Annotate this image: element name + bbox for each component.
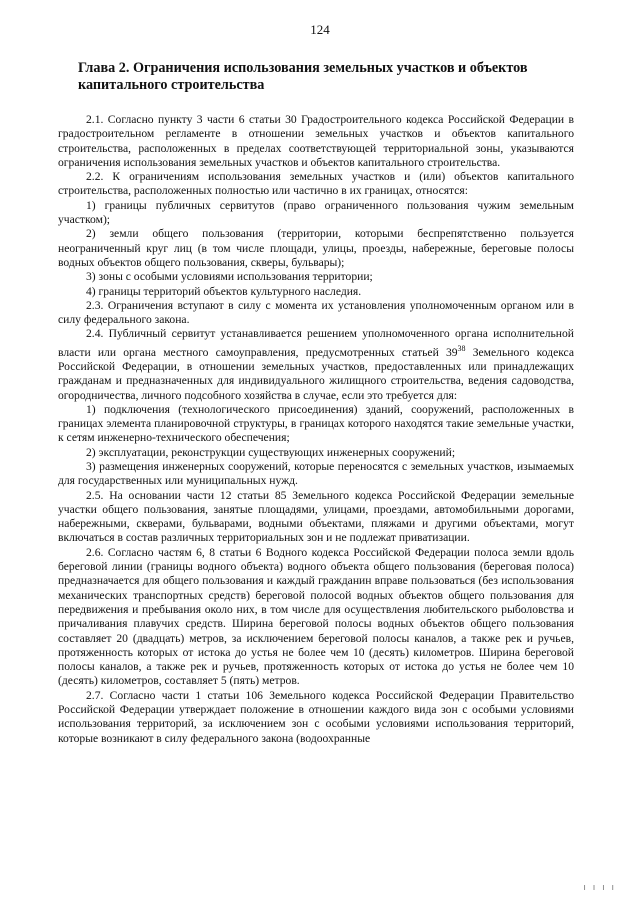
paragraph-2-3: 2.3. Ограничения вступают в силу с момента их установления уполномоченным органом или в силу федерального закона. <box>58 298 574 327</box>
paragraph-2-5: 2.5. На основании части 12 статьи 85 Земельного кодекса Российской Федерации земельные участки общего пользования, занятые площадями, улицами, проездами, автомобильными дорогами, набережными, скверами, бульварами, водными объектами, пляжами и другими объектами, могут включаться в состав различных территориальных зон и не подлежат приватизации. <box>58 488 574 545</box>
paragraph-2-7: 2.7. Согласно части 1 статьи 106 Земельного кодекса Российской Федерации Правительство Российской Федерации утверждает положение в отношении каждого вида зон с особыми условиями использования территорий, за исключением зон с особыми условиями использования территорий, которые возникают в силу федерального закона (водоохранные <box>58 688 574 745</box>
list-item: 1) подключения (технологического присоединения) зданий, сооружений, расположенных в границах элемента планировочной структуры, в границах которого находятся такие земельные участки, к сетям инженерно-технического обеспечения; <box>58 402 574 445</box>
scan-corner-marks: ı ı ı ı <box>583 883 616 893</box>
paragraph-2-4-cont: Земельного кодекса Российской Федерации, в отношении земельных участков, предоставленных или принадлежащих гражданам и предназначенных для индивидуального жилищного строительства, ведения садоводства, огородничества, личного подсобного хозяйства в случае, если это требуется для: <box>58 345 574 402</box>
list-item: 1) границы публичных сервитутов (право ограниченного пользования чужим земельным участком); <box>58 198 574 227</box>
list-item: 3) размещения инженерных сооружений, которые переносятся с земельных участков, изымаемых для государственных или муниципальных нужд. <box>58 459 574 488</box>
page-number: 124 <box>310 22 330 37</box>
chapter-title: Глава 2. Ограничения использования земельных участков и объектов капитального строительства <box>78 60 528 93</box>
list-item: 4) границы территорий объектов культурного наследия. <box>86 284 362 298</box>
paragraph-2-4 <box>58 327 574 402</box>
paragraph-2-2: 2.2. К ограничениям использования земельных участков и (или) объектов капитального строительства, расположенных полностью или частично в их границах, относятся: <box>58 170 574 198</box>
paragraph-2-1: 2.1. Согласно пункту 3 части 6 статьи 30 Градостроительного кодекса Российской Федерации в градостроительном регламенте в отношении земельных участков и объектов капитального строительства, расположенных в пределах соответствующей территориальной зоны, указываются ограничения использования земельных участков и объектов капитального строительства. <box>58 113 574 169</box>
paragraph-2-6: 2.6. Согласно частям 6, 8 статьи 6 Водного кодекса Российской Федерации полоса земли вдоль береговой линии (границы водного объекта) водного объекта общего пользования (береговая полоса) предназначается для общего пользования и каждый гражданин вправе пользоваться (без использования механических транспортных средств) береговой полосой водных объектов общего пользования для передвижения и пребывания около них, в том числе для осуществления любительского рыболовства и причаливания плавучих средств. Ширина береговой полосы водных объектов общего пользования составляет 20 (двадцать) метров, за исключением береговой полосы каналов, а также рек и ручьев, протяженность которых от истока до устья не более чем 10 (десять) километров. Ширина береговой полосы каналов, а также рек и ручьев, протяженность которых от истока до устья не более чем 10 (десять) километров, составляет 5 (пять) метров. <box>58 545 574 688</box>
paragraph-2-4-text: 2.4. Публичный сервитут устанавливается решением уполномоченного органа исполнительной власти или органа местного самоуправления, предусмотренных статьей 39 <box>58 327 574 359</box>
list-item: 3) зоны с особыми условиями использования территории; <box>86 270 373 284</box>
list-item: 2) эксплуатации, реконструкции существующих инженерных сооружений; <box>86 445 456 459</box>
list-item: 2) земли общего пользования (территории, которыми беспрепятственно пользуется неограниченный круг лиц (в том числе площади, улицы, проезды, набережные, береговые полосы водных объектов общего пользования, скверы, бульвары); <box>58 227 574 269</box>
body-text <box>58 113 574 746</box>
footnote-ref: 38 <box>457 343 466 353</box>
